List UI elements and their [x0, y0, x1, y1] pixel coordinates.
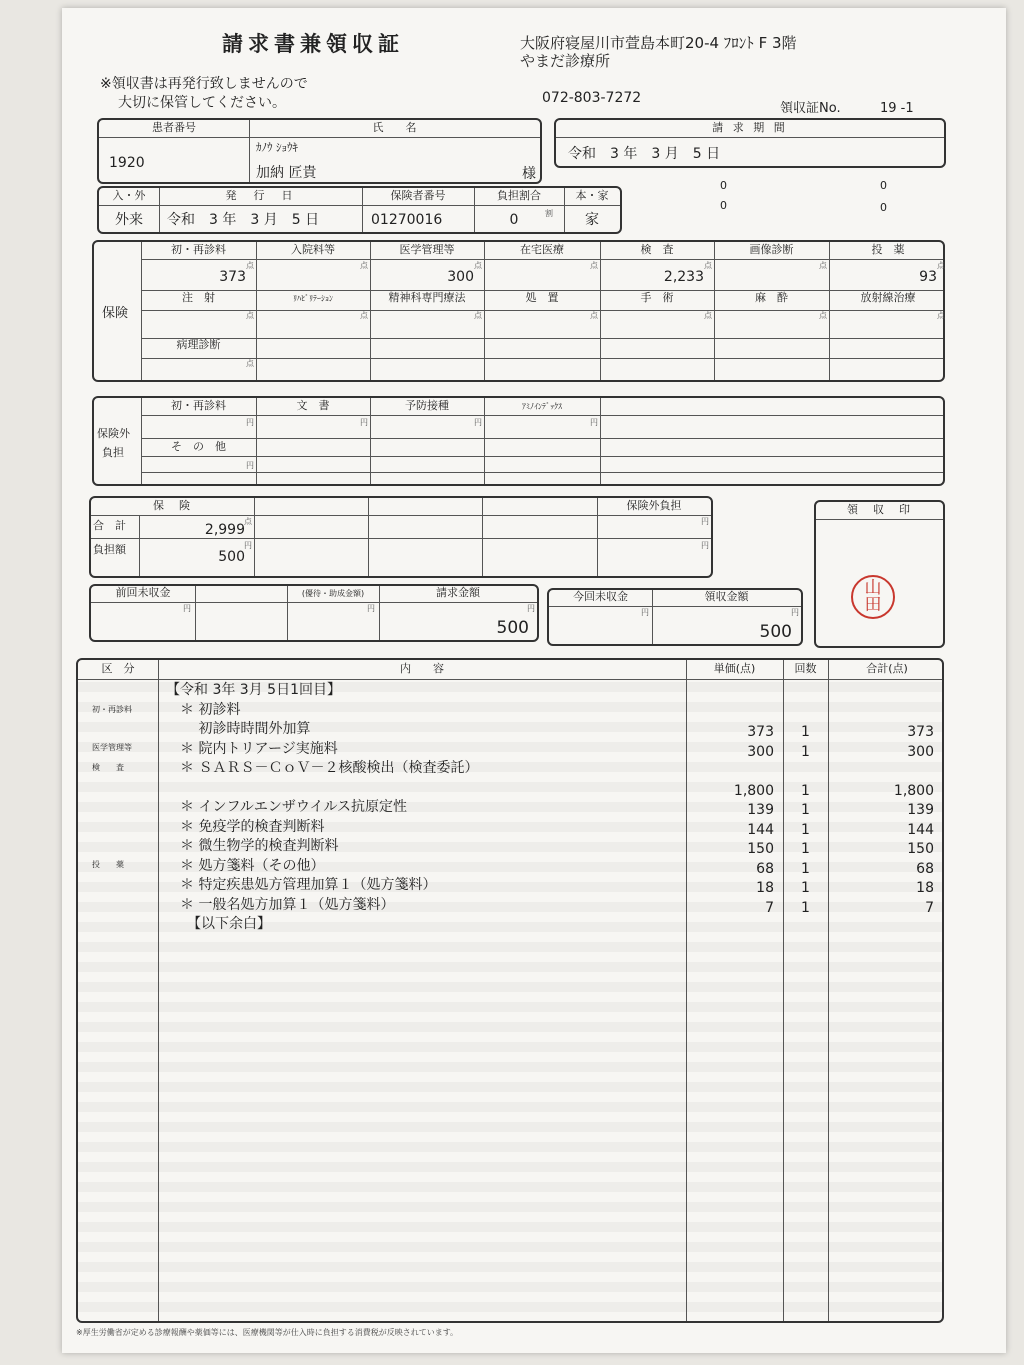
insurer-label: 保険者番号	[390, 189, 446, 202]
ins-unit-row2: 点	[360, 311, 368, 320]
honorific: 様	[522, 166, 536, 182]
ins-label-row1: 検 査	[640, 243, 674, 256]
detail-unit-price: 150	[747, 841, 774, 857]
detail-item-text: ＊ インフルエンザウイルス抗原定性	[166, 799, 408, 815]
zero-4: 0	[880, 201, 887, 214]
period-label: 請 求 期 間	[712, 121, 788, 134]
row-stripe	[78, 982, 942, 992]
zero-2: 0	[880, 179, 887, 192]
row-stripe	[78, 1082, 942, 1092]
detail-unit-price: 1,800	[733, 782, 774, 799]
prev-unit: 円	[183, 604, 191, 613]
detail-total: 68	[916, 860, 934, 877]
ins-unit-row1: 点	[937, 261, 945, 270]
billing-period-box	[554, 118, 946, 168]
row-stripe	[78, 1322, 942, 1323]
nonins-label-2: 予防接種	[405, 399, 449, 412]
detail-unit-price: 68	[756, 860, 774, 877]
totals-insurance-label: 保 険	[153, 499, 192, 512]
patient-name-label: 氏 名	[372, 121, 417, 134]
ins-label-row2: 処 置	[525, 291, 559, 304]
detail-item-text: ＊ ＳＡＲＳ－ＣｏＶ－２核酸検出（検査委託）	[166, 760, 479, 776]
noninsured-label-1: 保険外	[97, 427, 130, 440]
billed-amount-label: 請求金額	[436, 586, 480, 599]
clinic-name: やまだ診療所	[520, 52, 611, 70]
billed-amount: 500	[496, 618, 529, 638]
ins-unit-row1: 点	[360, 261, 368, 270]
ins-unit-row2: 点	[246, 311, 254, 320]
burden-ratio: 0	[509, 212, 519, 228]
ins-label-row1: 投 薬	[871, 243, 905, 256]
ins-label-row1: 医学管理等	[399, 243, 455, 256]
col-count: 回数	[794, 662, 817, 675]
nonins-other-unit: 円	[246, 461, 254, 470]
category-exam: 検 査	[92, 763, 124, 772]
detail-count: 1	[801, 821, 810, 838]
ins-value: 373	[219, 269, 246, 285]
ins-unit-row1: 点	[474, 261, 482, 270]
detail-count: 1	[801, 899, 810, 916]
col-unit-price: 単価(点)	[713, 662, 756, 675]
visit-type: 外来	[115, 212, 143, 228]
detail-total: 139	[907, 802, 934, 818]
total-label: 合 計	[93, 519, 126, 532]
patient-name: 加納 匠貴	[256, 165, 317, 181]
patient-kana: ｶﾉｳ ｼｮｳｷ	[256, 141, 298, 154]
ratio-unit: 割	[545, 209, 553, 218]
received-amount: 500	[759, 622, 792, 642]
received-unit: 円	[791, 608, 799, 617]
pathology-label: 病理診断	[176, 338, 221, 351]
ins-unit-row1: 点	[246, 261, 254, 270]
discount-label: (優待・助成金額)	[301, 589, 365, 598]
burden-unit: 円	[244, 541, 252, 550]
detail-unit-price: 18	[756, 880, 774, 896]
detail-item-text: ＊ 特定疾患処方管理加算１（処方箋料）	[166, 877, 437, 893]
row-stripe	[78, 1062, 942, 1072]
detail-count: 1	[801, 724, 810, 740]
burden-label: 負担額	[93, 543, 126, 556]
visit-type-label: 入・外	[112, 189, 146, 202]
totals-box	[89, 496, 713, 578]
nonins-total-unit: 円	[701, 517, 709, 526]
detail-item-text: 初診時時間外加算	[166, 721, 311, 737]
pathology-unit: 点	[246, 359, 254, 368]
detail-count: 1	[801, 802, 810, 818]
detail-unit-price: 7	[765, 899, 774, 916]
insured-kind: 家	[585, 212, 599, 228]
row-stripe	[78, 1122, 942, 1132]
visit-info-box	[97, 186, 622, 234]
billed-unit: 円	[527, 604, 535, 613]
detail-total: 150	[907, 841, 934, 857]
detail-item-text: ＊ 微生物学的検査判断料	[166, 838, 339, 854]
detail-total: 373	[907, 724, 934, 740]
row-stripe	[78, 1102, 942, 1112]
noninsured-grid	[92, 396, 945, 486]
footer-note: ※厚生労働省が定める診療報酬や薬価等には、医療機関等が仕入時に負担する消費税が反映されています。	[76, 1328, 459, 1337]
ins-unit-row2: 点	[590, 311, 598, 320]
row-stripe	[78, 942, 942, 952]
ins-unit-row2: 点	[937, 311, 945, 320]
nonins-label-0: 初・再診料	[171, 399, 226, 412]
ins-unit-row2: 点	[704, 311, 712, 320]
total-unit: 点	[244, 517, 252, 526]
noninsured-label-2: 負担	[102, 446, 124, 459]
nonins-unit-1: 円	[360, 418, 368, 427]
ins-unit-row1: 点	[704, 261, 712, 270]
row-stripe	[78, 1242, 942, 1252]
detail-unit-price: 139	[747, 802, 774, 818]
row-stripe	[78, 1262, 942, 1272]
ins-label-row2: 注 射	[182, 291, 215, 304]
row-stripe	[78, 962, 942, 972]
detail-unit-price: 300	[747, 743, 774, 760]
curr-unpaid-label: 今回未収金	[573, 590, 628, 603]
ins-label-row2: 精神科専門療法	[388, 291, 466, 304]
detail-item-text: ＊ 一般名処方加算１（処方箋料）	[166, 896, 395, 913]
ins-unit-row1: 点	[590, 261, 598, 270]
ins-value: 2,233	[663, 269, 704, 285]
clinic-address: 大阪府寝屋川市萱島本町20-4 ﾌﾛﾝﾄ F 3階	[520, 34, 797, 52]
received-box	[547, 588, 803, 646]
ins-unit-row1: 点	[819, 261, 827, 270]
keep-note: 大切に保管してください。	[118, 95, 286, 111]
row-stripe	[78, 1022, 942, 1032]
detail-total: 144	[907, 821, 934, 838]
burden-ratio-label: 負担割合	[497, 189, 541, 202]
category-medication: 投 薬	[92, 860, 124, 869]
detail-item-text: ＊ 院内トリアージ実施料	[166, 740, 338, 757]
category-first-visit: 初・再診料	[92, 705, 132, 714]
patient-box	[97, 118, 542, 184]
seal-top-char: 山	[864, 578, 882, 598]
ins-label-row1: 画像診断	[749, 243, 794, 256]
detail-item-text: 【以下余白】	[166, 916, 271, 932]
nonins-burden-unit: 円	[701, 541, 709, 550]
detail-item-text: ＊ 免疫学的検査判断料	[166, 818, 325, 835]
curr-unit: 円	[641, 608, 649, 617]
col-content: 内 容	[400, 662, 444, 675]
row-stripe	[78, 1182, 942, 1192]
detail-item-text: 【令和 3年 3月 5日1回目】	[166, 682, 341, 698]
hanko-seal	[851, 575, 895, 619]
detail-count: 1	[801, 860, 810, 877]
ins-value: 93	[919, 269, 937, 285]
ins-label-row1: 入院料等	[291, 243, 335, 256]
detail-item-text: ＊ 処方箋料（その他）	[166, 857, 325, 874]
clinic-phone: 072-803-7272	[542, 90, 642, 106]
stamp-label: 領 収 印	[847, 503, 912, 516]
ins-label-row2: 手 術	[640, 291, 674, 304]
nonins-label-3: ｱﾐﾉｲﾝﾃﾞｯｸｽ	[522, 402, 562, 411]
total-points: 2,999	[204, 522, 245, 538]
period-value: 令和 3 年 3 月 5 日	[568, 146, 721, 162]
document-title: 請求書兼領収証	[222, 32, 404, 56]
issue-date-label: 発 行 日	[225, 189, 296, 202]
insurance-label: 保険	[102, 306, 129, 321]
ins-label-row2: 麻 酔	[755, 291, 788, 304]
seal-bottom-char: 田	[864, 595, 882, 615]
col-category: 区 分	[101, 662, 135, 675]
nonins-unit-0: 円	[246, 418, 254, 427]
row-stripe	[78, 1162, 942, 1172]
nonins-unit-3: 円	[590, 418, 598, 427]
detail-count: 1	[801, 782, 810, 799]
reissue-note: ※領収書は再発行致しませんので	[100, 76, 308, 92]
ins-label-row2: ﾘﾊﾋﾞﾘﾃｰｼｮﾝ	[293, 294, 333, 303]
prev-unpaid-label: 前回未収金	[115, 586, 171, 599]
detail-item-text: ＊ 初診料	[166, 701, 241, 718]
detail-total: 7	[925, 899, 934, 916]
ins-label-row1: 在宅医療	[520, 243, 564, 256]
col-total: 合計(点)	[866, 662, 908, 675]
totals-noninsured-label: 保険外負担	[626, 499, 682, 512]
receipt-stamp-box	[814, 500, 945, 648]
row-stripe	[78, 1302, 942, 1312]
row-stripe	[78, 1042, 942, 1052]
ins-label-row2: 放射線治療	[860, 291, 916, 304]
category-medical-mgmt: 医学管理等	[92, 743, 132, 752]
ins-unit-row2: 点	[474, 311, 482, 320]
burden-amount: 500	[218, 549, 245, 565]
zero-3: 0	[720, 199, 727, 212]
row-stripe	[78, 1202, 942, 1212]
detail-total: 1,800	[893, 782, 934, 799]
detail-unit-price: 144	[747, 821, 774, 838]
detail-count: 1	[801, 743, 810, 760]
detail-total: 18	[916, 880, 934, 896]
row-stripe	[78, 1002, 942, 1012]
nonins-label-1: 文 書	[296, 399, 330, 412]
discount-unit: 円	[367, 604, 375, 613]
row-stripe	[78, 1282, 942, 1292]
detail-unit-price: 373	[747, 724, 774, 740]
insured-kind-label: 本・家	[575, 189, 609, 202]
received-amount-label: 領収金額	[704, 590, 749, 603]
ins-label-row1: 初・再診料	[171, 243, 226, 256]
insurance-points-grid	[92, 240, 945, 382]
payment-box	[89, 584, 539, 642]
receipt-no: 19 -1	[880, 101, 914, 116]
row-stripe	[78, 1222, 942, 1232]
receipt-sheet	[62, 8, 1006, 1353]
ins-value: 300	[447, 269, 474, 285]
nonins-other-label: そ の 他	[171, 440, 226, 453]
row-stripe	[78, 1142, 942, 1152]
patient-id-label: 患者番号	[152, 121, 196, 134]
detail-count: 1	[801, 841, 810, 857]
detail-count: 1	[801, 880, 810, 896]
ins-unit-row2: 点	[819, 311, 827, 320]
patient-id: 1920	[109, 155, 145, 171]
insurer-number: 01270016	[371, 212, 443, 228]
issue-date: 令和 3 年 3 月 5 日	[167, 212, 320, 228]
nonins-unit-2: 円	[474, 418, 482, 427]
zero-1: 0	[720, 179, 727, 192]
detail-total: 300	[907, 743, 934, 760]
receipt-no-label: 領収証No.	[780, 101, 841, 116]
detail-table	[76, 658, 944, 1323]
